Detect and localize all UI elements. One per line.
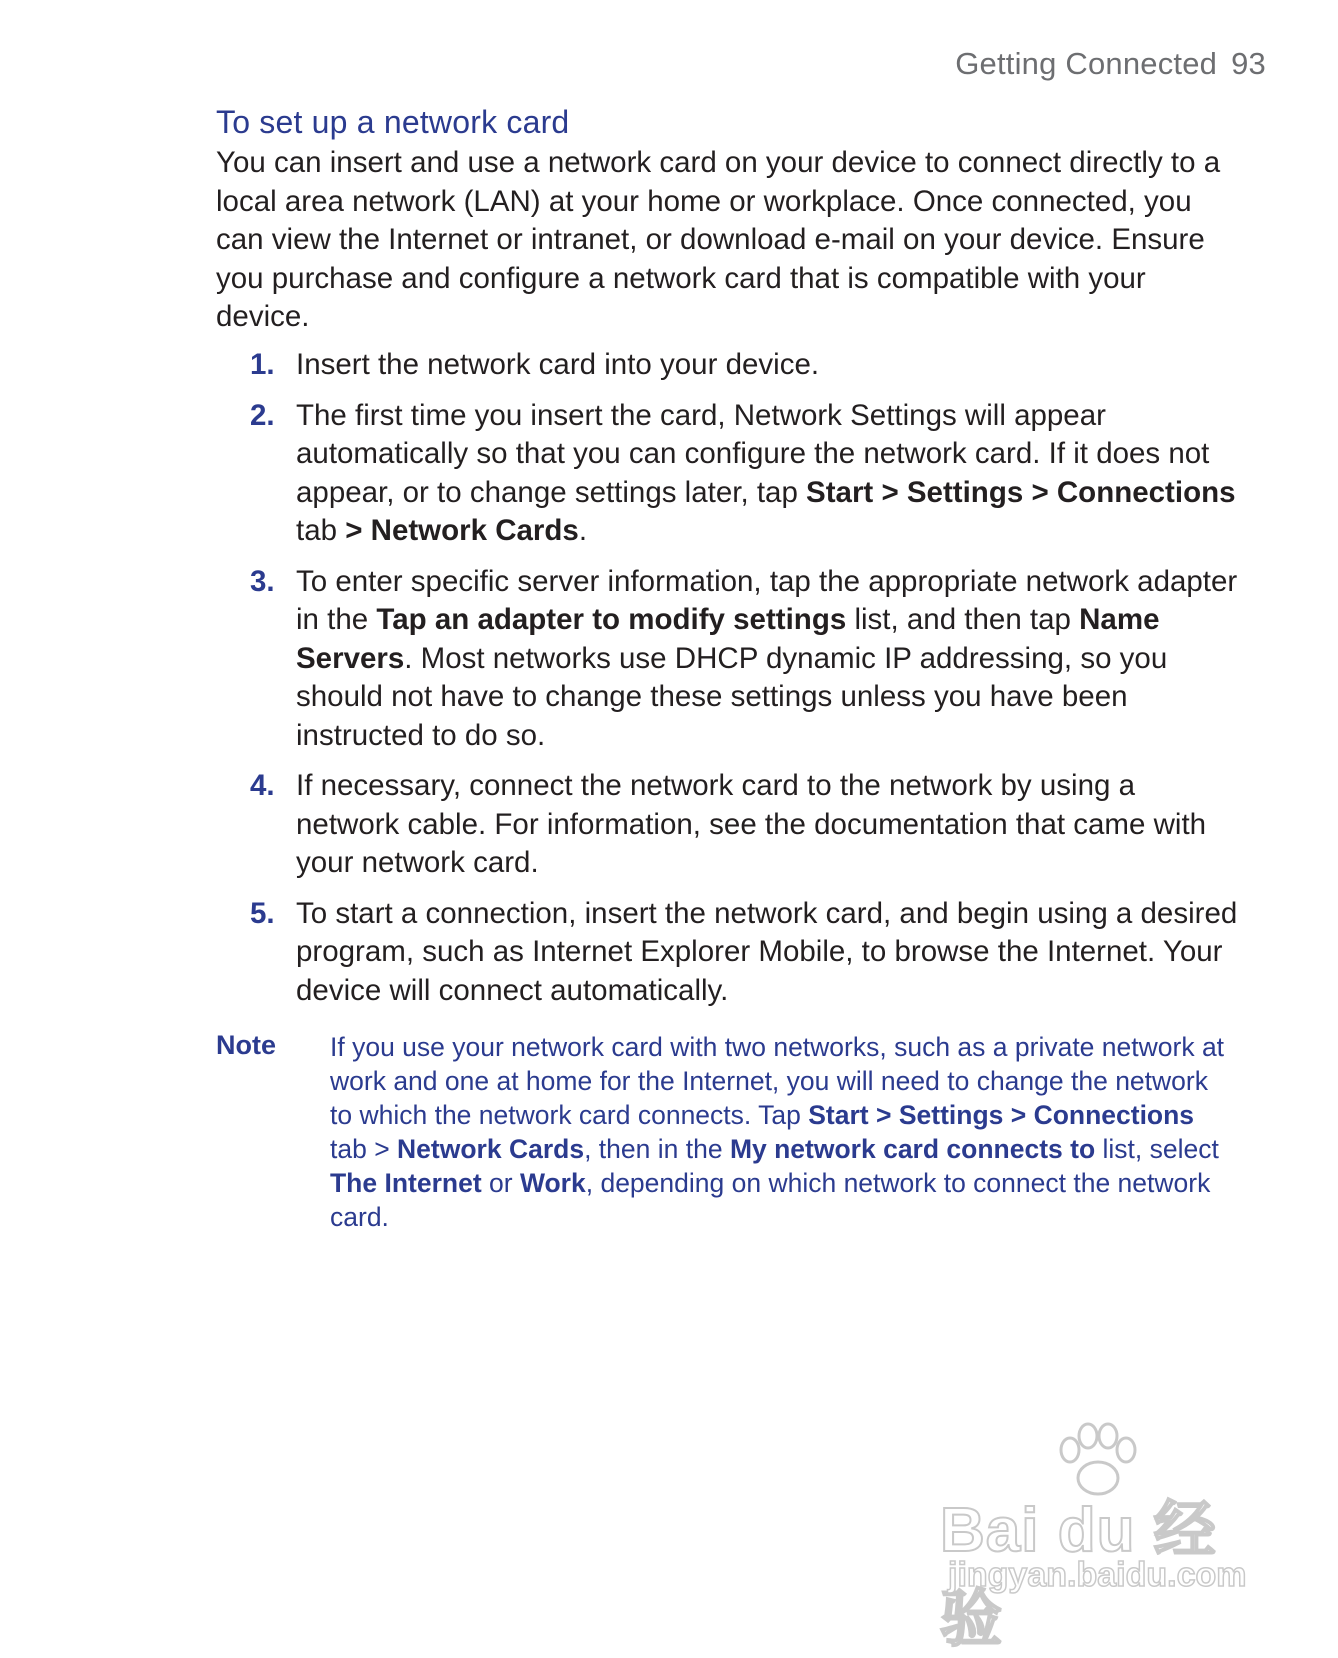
page-number: 93	[1231, 46, 1266, 81]
step-number: 5.	[250, 896, 275, 930]
step-number: 2.	[250, 398, 275, 432]
menu-path: Start > Settings > Connections	[806, 475, 1236, 509]
ui-label: Name Servers	[296, 603, 1160, 675]
menu-path: > Network Cards	[345, 514, 579, 547]
step-text: To enter specific server information, tap the appropriate network adapter in the	[296, 564, 1238, 636]
step-number: 4.	[250, 769, 275, 802]
step-text: .	[578, 514, 588, 547]
watermark-url: jingyan.baidu.com	[948, 1556, 1247, 1594]
ui-label: Tap an adapter to modify settings	[376, 603, 847, 636]
step-text: . Most networks use DHCP dynamic IP addressing, so you should not have to change these settings unless you have been instructed to do so.	[296, 641, 1168, 752]
note-menu-path: Start > Settings > Connections	[808, 1100, 1195, 1130]
step-text: If necessary, connect the network card to the network by using a network cable. For information, see the documentation that came with your network card.	[296, 769, 1207, 879]
step-text: Insert the network card into your device.	[296, 348, 820, 381]
step-text: list, and then tap	[846, 603, 1080, 636]
step-number: 1.	[250, 348, 275, 381]
note-segment: list, select	[1095, 1134, 1219, 1164]
note-block	[216, 1030, 1226, 1234]
step-text: The first time you insert the card, Network Settings will appear automatically so that you can configure the network card. If it does not appear, or to change settings later, tap	[296, 398, 1210, 509]
note-label: Note	[216, 1030, 276, 1060]
step-number: 3.	[250, 564, 275, 598]
watermark-brand: Bai du 经验	[940, 1496, 1217, 1654]
step-text: tab	[296, 514, 346, 547]
step-item	[216, 563, 1246, 756]
step-item	[216, 895, 1246, 1011]
note-text	[330, 1030, 1226, 1234]
page-header	[955, 46, 1266, 82]
step-item	[216, 397, 1246, 551]
note-segment: , depending on which network to connect the network card.	[330, 1168, 1211, 1232]
note-segment: If you use your network card with two networks, such as a private network at work and one at home for the Internet, you will need to change the network to which the network card connects. Tap	[330, 1032, 1225, 1130]
step-item	[216, 767, 1246, 883]
note-ui-label: My network card connects to	[729, 1134, 1096, 1164]
step-item	[216, 346, 1246, 385]
step-text: To start a connection, insert the network card, and begin using a desired program, such as Internet Explorer Mobile, to browse the Internet. Your device will connect automatically.	[296, 896, 1238, 1007]
note-menu-path: Network Cards	[397, 1134, 585, 1164]
steps-list	[216, 346, 1246, 1022]
running-header-section: Getting Connected	[955, 46, 1218, 81]
note-option: The Internet	[330, 1168, 482, 1198]
intro-paragraph: You can insert and use a network card on your device to connect directly to a local area network (LAN) at your home or workplace. Once connected, you can view the Internet or intranet, or download e-mail on your device. Ensure you purchase and configure a network card that is compatible with your device.	[216, 146, 1221, 333]
note-segment: or	[481, 1168, 520, 1198]
baidu-watermark	[940, 1420, 1270, 1654]
note-option: Work	[519, 1168, 586, 1198]
note-segment: tab >	[330, 1134, 398, 1164]
section-title: To set up a network card	[216, 104, 570, 140]
note-segment: , then in the	[584, 1134, 730, 1164]
